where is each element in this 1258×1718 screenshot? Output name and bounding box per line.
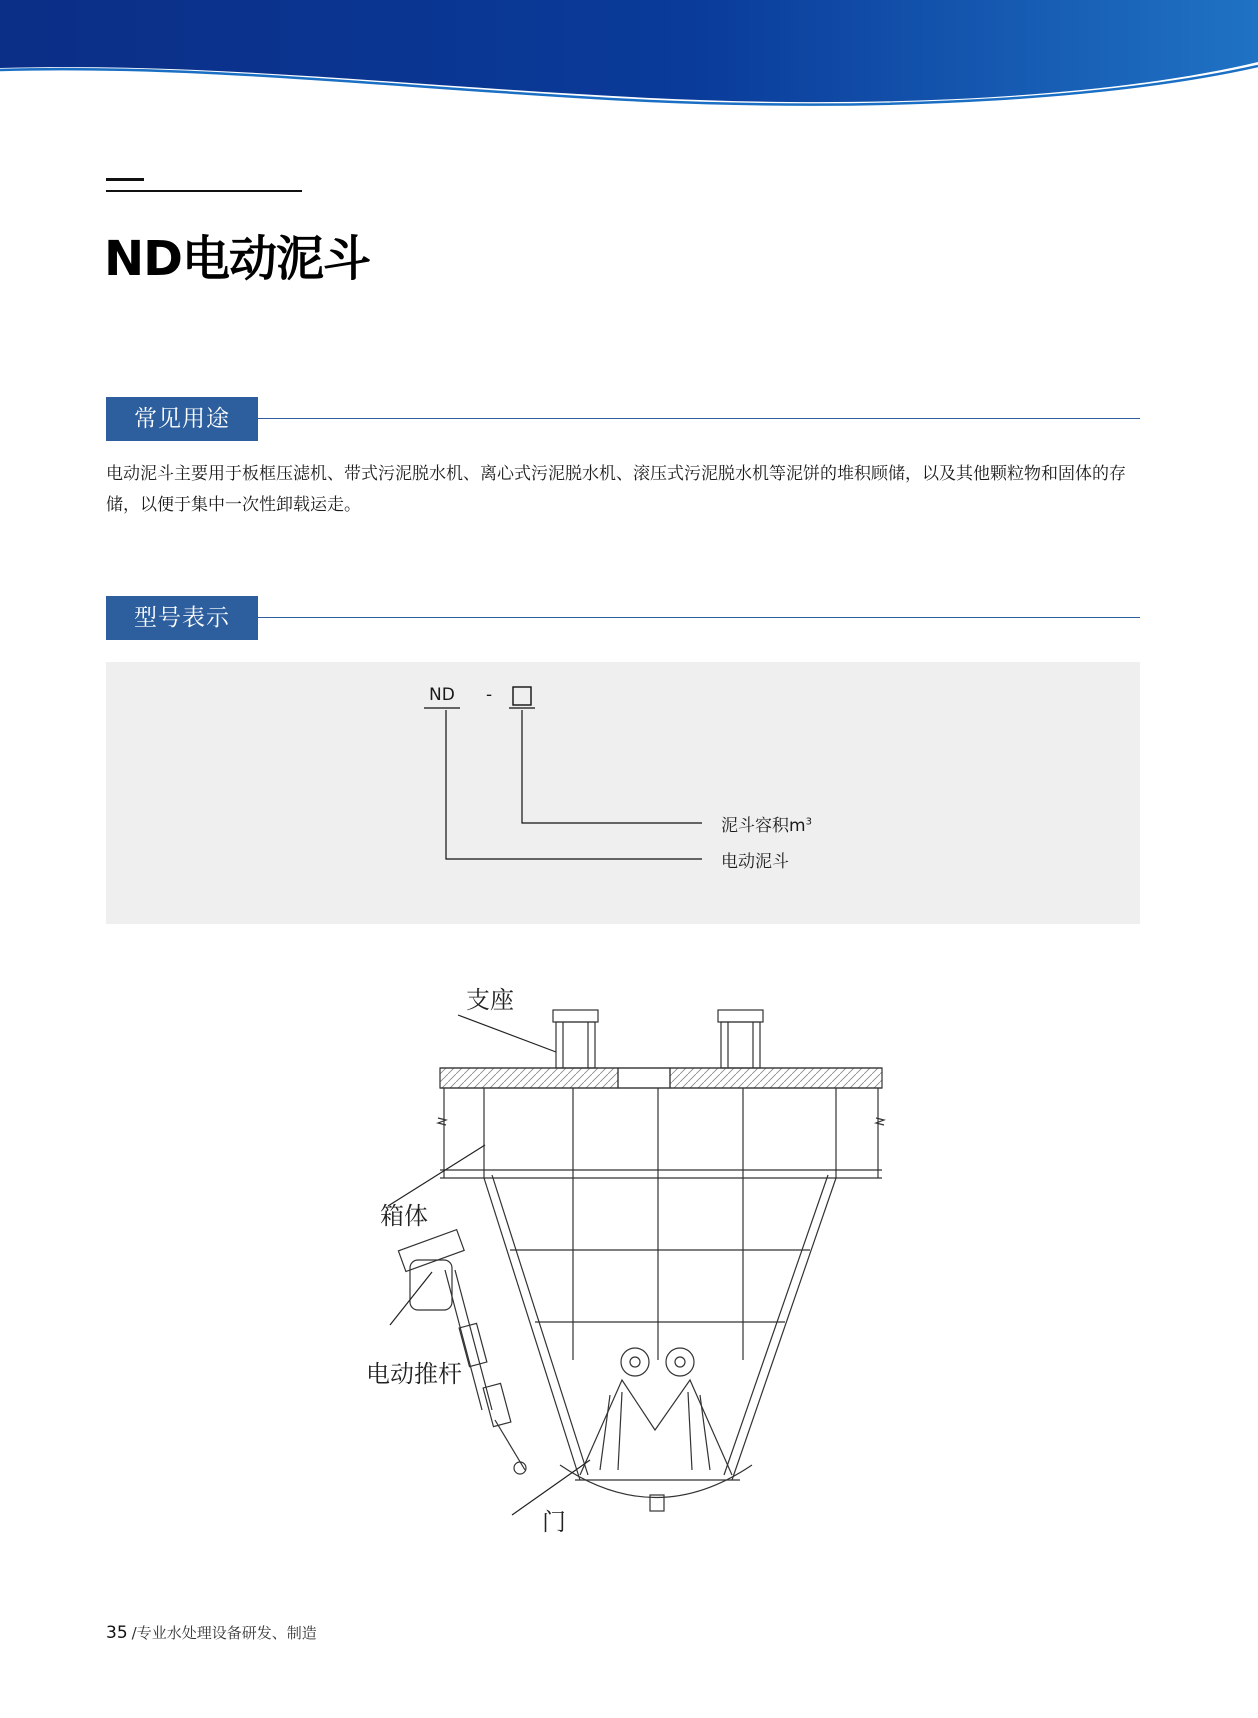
hopper-technical-drawing	[360, 970, 900, 1530]
footer-tagline: /专业水处理设备研发、制造	[131, 1624, 317, 1642]
title-rule-long	[106, 190, 302, 192]
support-right	[718, 1010, 763, 1068]
model-designation-leaders	[106, 662, 1140, 924]
callout-door: 门	[542, 1508, 566, 1536]
section-divider	[258, 418, 1140, 419]
section-usage-header	[106, 397, 1140, 441]
electric-actuator-drawing	[398, 1230, 526, 1474]
model-dash: -	[486, 685, 493, 705]
title-rule-short	[106, 178, 144, 181]
callout-support: 支座	[466, 986, 514, 1014]
capacity-label: 泥斗容积$m^3$	[721, 816, 812, 836]
model-designation-panel	[106, 662, 1140, 924]
model-code: ND	[429, 685, 455, 705]
support-left	[553, 1010, 598, 1068]
page-number: 35	[106, 1623, 128, 1643]
page-title: ND电动泥斗	[104, 231, 371, 287]
name-label: 电动泥斗	[721, 852, 789, 872]
header-wave-banner	[0, 0, 1258, 115]
callout-body: 箱体	[380, 1202, 428, 1230]
section-model-label: 型号表示	[106, 596, 258, 640]
callout-actuator: 电动推杆	[366, 1360, 462, 1388]
page-footer	[106, 1622, 317, 1643]
usage-description: 电动泥斗主要用于板框压滤机、带式污泥脱水机、离心式污泥脱水机、滚压式污泥脱水机等泥饼的堆积顾储，以及其他颗粒物和固体的存储，以便于集中一次性卸载运走。	[106, 464, 1126, 515]
section-model-header	[106, 596, 1140, 640]
section-divider	[258, 617, 1140, 618]
section-usage-label: 常见用途	[106, 397, 258, 441]
